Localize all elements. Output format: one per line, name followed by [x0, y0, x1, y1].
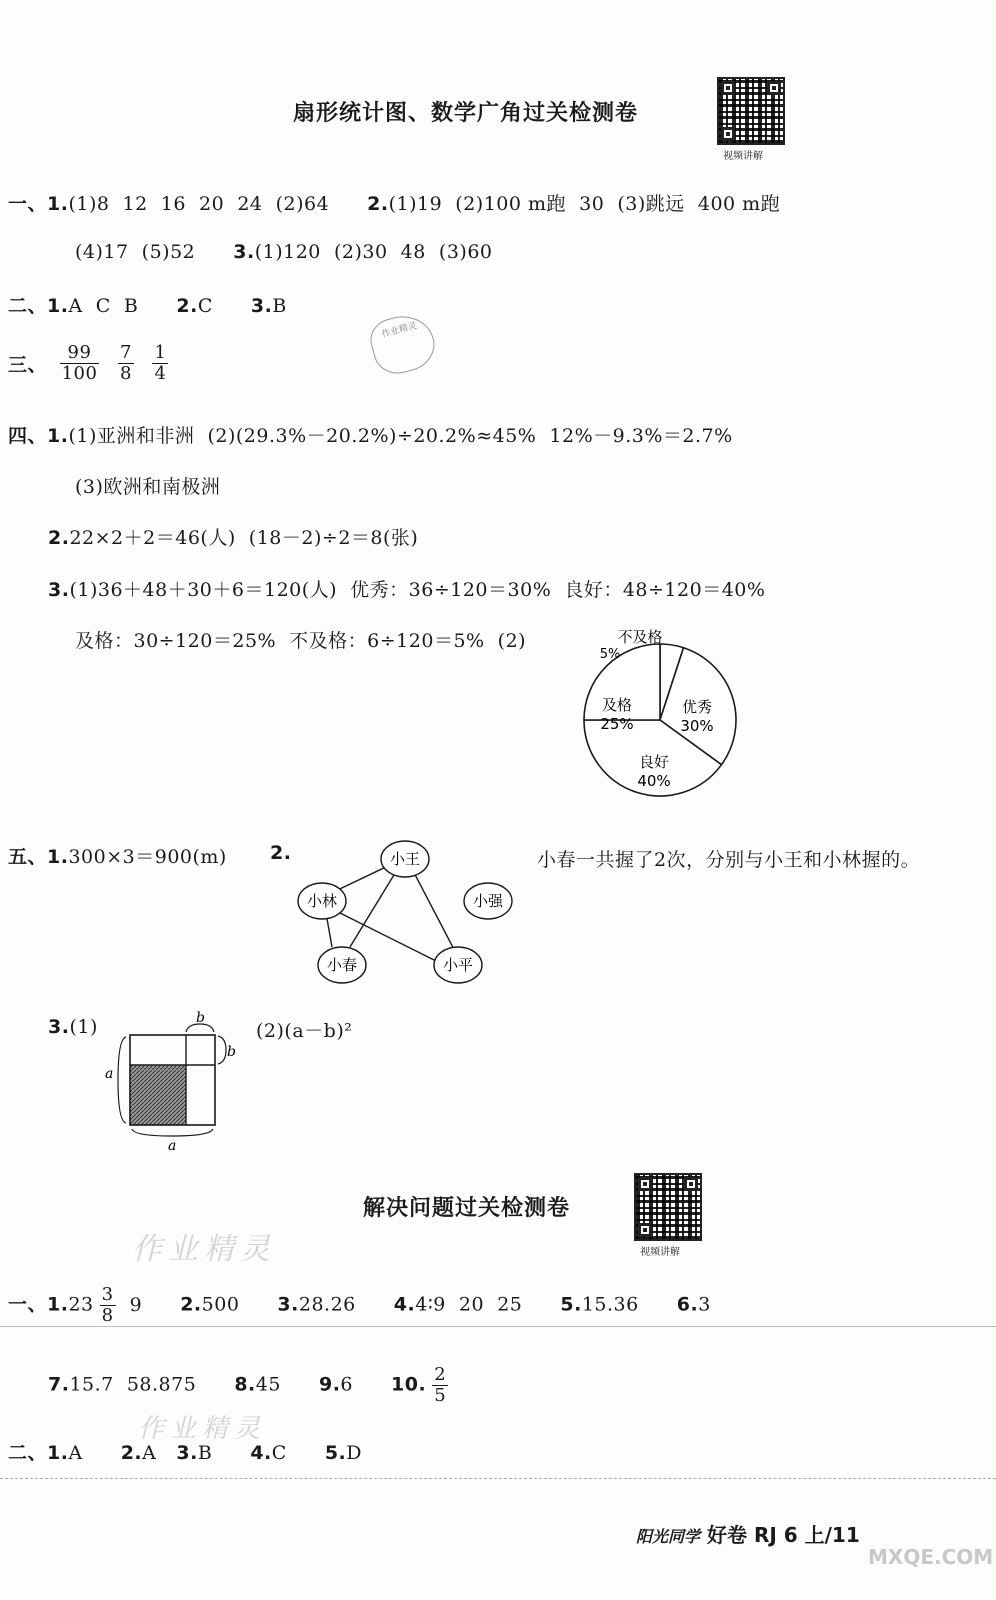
divider [0, 1326, 996, 1327]
label-b-right: b [227, 1044, 236, 1060]
answer: (1)19 (2)100 m跑 30 (3)跳远 400 m跑 [388, 193, 781, 215]
part-label: 二、 [8, 1442, 48, 1464]
node-label: 小王 [389, 850, 421, 868]
answer: C [271, 1442, 287, 1464]
watermark: 作业精灵 [138, 1414, 267, 1444]
answer-line [48, 575, 765, 602]
answer: (2)(a－b)² [256, 1020, 353, 1042]
brand-logo: 阳光同学 [636, 1527, 701, 1546]
question-number: 2. [367, 193, 389, 215]
answer-line [48, 1016, 98, 1038]
question-number: 3. [250, 295, 273, 317]
qr-label: 视频讲解 [723, 151, 763, 162]
answer: A [142, 1442, 157, 1464]
answer-line [8, 842, 227, 869]
question-number: 2. [180, 1293, 202, 1316]
answer: 500 [201, 1293, 240, 1316]
question-number: 1. [47, 193, 69, 215]
question-number: 3. [277, 1293, 299, 1316]
answer-line [8, 1285, 711, 1326]
part-label: 五、 [8, 846, 48, 868]
fraction: $\frac{3}{8}$ [101, 1284, 114, 1326]
answer: 3 [698, 1293, 711, 1316]
part-label: 二、 [8, 295, 48, 317]
answer: 45 [255, 1373, 281, 1396]
answer-line [8, 291, 287, 318]
node-label: 小平 [442, 956, 474, 974]
label-a-left: a [105, 1066, 114, 1082]
answer: B [197, 1442, 213, 1464]
answer: 15.36 [581, 1293, 639, 1316]
answer: 及格：30÷120＝25% 不及格：6÷120＝5% (2) [75, 630, 527, 652]
question-number: 4. [393, 1293, 416, 1316]
question-number: 5. [324, 1442, 347, 1464]
node-label: 小强 [472, 892, 504, 910]
question-number: 4. [250, 1442, 272, 1464]
answer: 9 [129, 1293, 143, 1316]
answer: 22×2＋2＝46(人) (18－2)÷2＝8(张) [69, 527, 419, 549]
question-number: 5. [560, 1293, 582, 1316]
answer: (1)8 12 16 20 24 (2)64 [68, 193, 330, 215]
answer-line [48, 523, 418, 550]
answer: B [272, 295, 287, 317]
answer: (1)120 (2)30 48 (3)60 [254, 241, 493, 263]
answer: C [197, 295, 213, 317]
slice-label: 良好 [638, 753, 670, 771]
question-number: 2. [48, 527, 70, 549]
answer: (1)36＋48＋30＋6＝120(人) 优秀：36÷120＝30% 良好：48÷120＝40% [69, 579, 766, 601]
label-b-top: b [196, 1010, 205, 1026]
question-number: 2. [270, 842, 292, 864]
answer: A C B [68, 295, 139, 317]
fraction: $\frac{1}{4}$ [154, 342, 167, 384]
watermark: 作业精灵 [132, 1232, 276, 1267]
slice-value: 40% [637, 772, 671, 790]
part-label: 一、 [8, 193, 48, 215]
square-diagram [100, 1010, 240, 1150]
question-number: 3. [48, 1016, 70, 1038]
slice-label: 及格 [601, 696, 633, 714]
answer-line [8, 189, 780, 216]
answer: 28.26 [298, 1293, 356, 1316]
answer: 15.7 58.875 [69, 1373, 197, 1396]
shaded-square [130, 1065, 186, 1125]
fraction: $\frac{7}{8}$ [119, 342, 132, 384]
qr-label: 视频讲解 [640, 1247, 680, 1258]
slice-value: 25% [600, 715, 634, 733]
divider [0, 1478, 996, 1479]
question-number: 1. [47, 846, 69, 868]
question-number: 3. [233, 241, 255, 263]
answer-line [75, 241, 493, 263]
question-number: 1. [47, 425, 69, 447]
answer: (1)亚洲和非洲 (2)(29.3%－20.2%)÷20.2%≈45% 12%－9.3%＝2.7% [68, 425, 733, 447]
node-label: 小春 [326, 956, 358, 974]
question-number: 1. [47, 1442, 69, 1464]
answer: 6 [340, 1373, 354, 1396]
answer: (3)欧洲和南极洲 [75, 476, 221, 498]
answer-line [75, 626, 526, 653]
answer: D [346, 1442, 362, 1464]
section-title: 扇形统计图、数学广角过关检测卷 [293, 101, 639, 126]
part-label: 四、 [8, 425, 48, 447]
question-number: 7. [48, 1373, 70, 1396]
slice-value: 5% [599, 647, 621, 662]
site-watermark: MXQE.COM [868, 1545, 994, 1569]
question-number: 6. [676, 1293, 699, 1316]
fraction: $\frac{2}{5}$ [434, 1364, 447, 1406]
handshake-graph [290, 835, 530, 995]
answer: 小春一共握了2次，分别与小王和小林握的。 [537, 849, 921, 871]
part-label: 三、 [8, 354, 48, 376]
fraction: $\frac{99}{100}$ [61, 342, 98, 384]
question-number: 2. [176, 295, 198, 317]
question-number: 3. [176, 1442, 198, 1464]
question-number: 2. [120, 1442, 143, 1464]
qr-code-icon[interactable] [717, 77, 785, 145]
answer: 300×3＝900(m) [68, 846, 227, 868]
question-number: 9. [318, 1373, 341, 1396]
pie-chart [560, 620, 760, 820]
question-number: 1. [47, 1293, 69, 1316]
answer: 23 [68, 1293, 94, 1316]
answer-line [75, 472, 220, 499]
question-number: 1. [47, 295, 69, 317]
label-a-bottom: a [168, 1138, 177, 1150]
answer: (1) [69, 1016, 98, 1038]
answer-line [8, 1438, 362, 1465]
answer-line [8, 343, 174, 384]
edge [350, 865, 400, 947]
section-title: 解决问题过关检测卷 [363, 1196, 571, 1221]
part-label: 一、 [8, 1293, 48, 1316]
answer-line [48, 1365, 454, 1406]
slice-label: 不及格 [617, 628, 663, 646]
footer-text: 好卷 RJ 6 上/11 [706, 1523, 860, 1547]
stamp: 作业精灵 [366, 309, 440, 379]
edge [410, 865, 458, 957]
node-label: 小林 [306, 892, 338, 910]
question-number: 3. [48, 579, 70, 601]
qr-code-icon[interactable] [634, 1173, 702, 1241]
question-number: 8. [234, 1373, 256, 1396]
slice-label: 优秀 [681, 698, 713, 716]
question-number: 10. [391, 1373, 427, 1396]
footer [636, 1519, 860, 1548]
answer-line [8, 421, 733, 448]
answer: (4)17 (5)52 [75, 241, 196, 263]
answer: 4∶9 20 25 [415, 1293, 523, 1316]
slice-value: 30% [680, 717, 714, 735]
answer: A [68, 1442, 83, 1464]
